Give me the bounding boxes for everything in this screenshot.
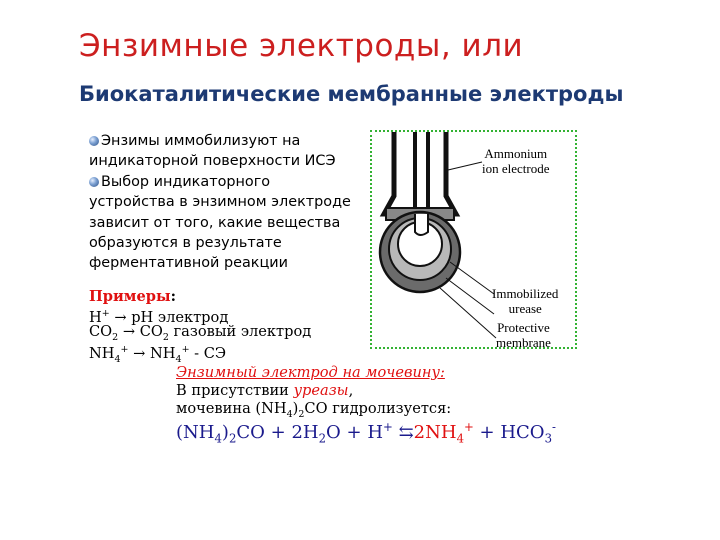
- bullet-text-line: образуются в результате: [89, 235, 282, 252]
- examples-heading: Примеры:: [89, 288, 176, 305]
- bullet-text: Энзимы иммобилизуют на: [101, 133, 301, 149]
- label-electrode: Ammonium ion electrode: [482, 146, 550, 176]
- bullet-text-line: зависит от того, какие вещества: [89, 214, 341, 231]
- bullet-item: [89, 172, 351, 192]
- bullet-item: [89, 131, 351, 151]
- urea-line: мочевина $(NH_4)_2CO$ гидролизуется:: [176, 400, 452, 420]
- leader-line: [440, 288, 496, 338]
- bullet-text-line: индикаторной поверхности ИСЭ: [89, 153, 336, 170]
- example-row: $NH_4^+ \to NH_4^+$ - СЭ: [89, 344, 227, 365]
- bullet-icon: [89, 177, 99, 187]
- electrode-body: [384, 132, 456, 214]
- example-row: H+ → pH электрод: [89, 308, 229, 326]
- slide-title: Энзимные электроды, или: [79, 28, 524, 64]
- leader-line: [448, 162, 482, 170]
- label-membrane: Protective membrane: [496, 320, 551, 350]
- electrode-figure: [370, 130, 577, 349]
- arrow-right-icon: →: [133, 344, 146, 362]
- leader-line: [446, 278, 494, 314]
- example-row: $CO_2 \to CO_2$ газовый электрод: [89, 323, 312, 343]
- slide-subtitle: Биокаталитические мембранные электроды: [79, 82, 624, 106]
- bullet-icon: [89, 136, 99, 146]
- urea-line: В присутствии уреазы,: [176, 382, 354, 399]
- bullet-text-line: ферментативной реакции: [89, 255, 288, 272]
- bullet-list: [89, 131, 351, 274]
- leader-line: [450, 262, 494, 294]
- bullet-text-line: устройства в энзимном электроде: [89, 194, 351, 211]
- bullet-text: Выбор индикаторного: [101, 173, 271, 190]
- urea-heading: Энзимный электрод на мочевину:: [176, 364, 445, 381]
- arrow-right-icon: →: [114, 308, 127, 326]
- arrow-right-icon: →: [122, 323, 136, 340]
- label-urease: Immobilized urease: [492, 286, 559, 316]
- reaction-equation: $(NH_4)_2CO + 2H_2O + H^+$ $⇆2NH_4^+ + HCO_3^-$: [176, 420, 556, 446]
- equilibrium-arrow-icon: ⇆: [398, 422, 414, 443]
